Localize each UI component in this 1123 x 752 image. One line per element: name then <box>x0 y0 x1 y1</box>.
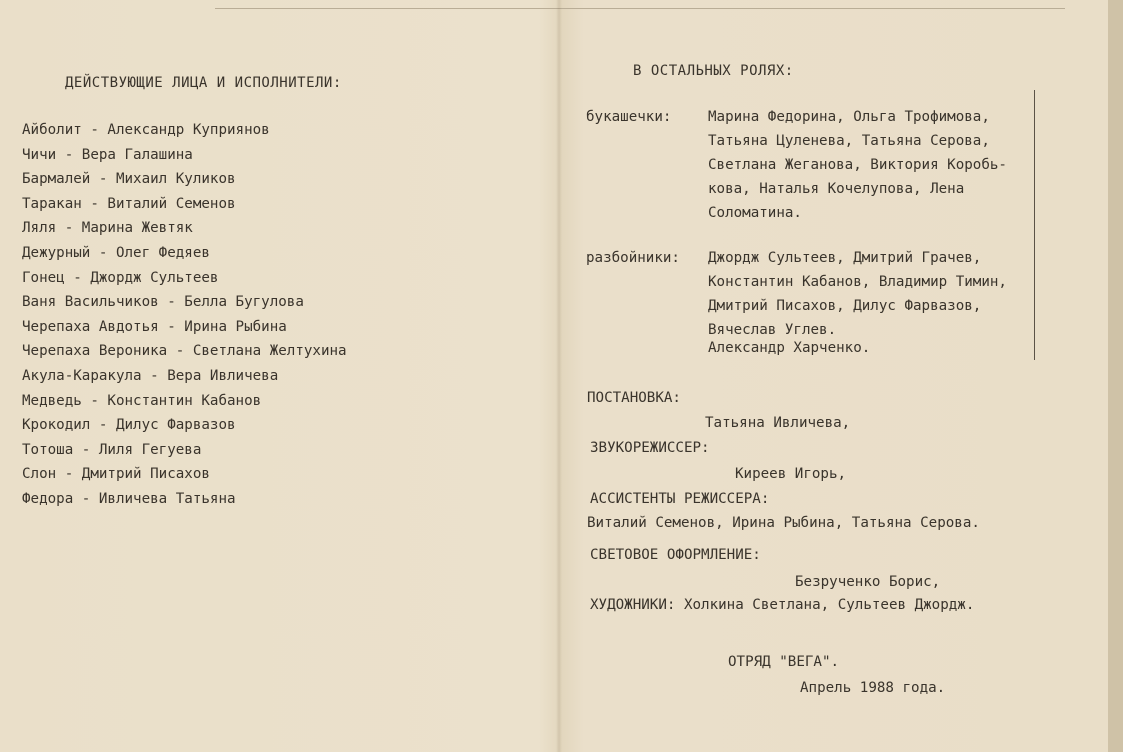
other-roles-heading: В ОСТАЛЬНЫХ РОЛЯХ: <box>633 63 794 79</box>
cast-line: Черепаха Авдотья - Ирина Рыбина <box>22 318 287 335</box>
cast-line: Тотоша - Лиля Гегуева <box>22 441 202 458</box>
page-fold <box>556 0 562 752</box>
cast-line: Крокодил - Дилус Фарвазов <box>22 417 236 434</box>
cast-line: Чичи - Вера Галашина <box>22 146 193 163</box>
robbers-names <box>708 246 1007 360</box>
robbers-line-extra: Александр Харченко. <box>708 340 871 356</box>
sound-name: Киреев Игорь, <box>735 466 847 482</box>
cast-line: Ляля - Марина Жевтяк <box>22 220 193 237</box>
bugs-line: Татьяна Цуленева, Татьяна Серова, <box>708 133 990 149</box>
cast-line: Медведь - Константин Кабанов <box>22 392 262 409</box>
cast-line: Ваня Васильчиков - Белла Бугулова <box>22 294 304 311</box>
assistants-label: АССИСТЕНТЫ РЕЖИССЕРА: <box>590 491 770 507</box>
date-line: Апрель 1988 года. <box>800 680 946 696</box>
cast-heading: ДЕЙСТВУЮЩИЕ ЛИЦА И ИСПОЛНИТЕЛИ: <box>65 75 342 91</box>
bugs-names <box>708 105 1007 225</box>
bugs-label: букашечки: <box>586 109 672 125</box>
cast-line: Дежурный - Олег Федяев <box>22 244 210 261</box>
bugs-line: кова, Наталья Кочелупова, Лена <box>708 181 965 197</box>
sound-label: ЗВУКОРЕЖИССЕР: <box>590 440 710 456</box>
cast-line: Федора - Ивличева Татьяна <box>22 490 236 507</box>
robbers-label: разбойники: <box>586 250 680 266</box>
cast-line: Бармалей - Михаил Куликов <box>22 171 236 188</box>
assistants-names: Виталий Семенов, Ирина Рыбина, Татьяна Серова. <box>587 515 980 531</box>
staging-name: Татьяна Ивличева, <box>705 415 851 431</box>
cast-line: Черепаха Вероника - Светлана Желтухина <box>22 343 347 360</box>
bugs-line: Соломатина. <box>708 205 802 221</box>
artists-line: ХУДОЖНИКИ: Холкина Светлана, Сультеев Джордж. <box>590 597 975 613</box>
robbers-line: Константин Кабанов, Владимир Тимин, <box>708 274 1007 290</box>
troupe-name: ОТРЯД "ВЕГА". <box>728 654 840 670</box>
robbers-line: Дмитрий Писахов, Дилус Фарвазов, <box>708 298 982 314</box>
staging-label: ПОСТАНОВКА: <box>587 390 681 406</box>
lighting-name: Безрученко Борис, <box>795 574 941 590</box>
cast-line: Айболит - Александр Куприянов <box>22 122 270 138</box>
lighting-label: СВЕТОВОЕ ОФОРМЛЕНИЕ: <box>590 547 761 563</box>
bugs-line: Марина Федорина, Ольга Трофимова, <box>708 109 990 125</box>
cast-line: Акула-Каракула - Вера Ивличева <box>22 367 279 384</box>
cast-list <box>22 118 347 512</box>
margin-rule <box>1034 90 1035 360</box>
paper-edge <box>1108 0 1123 752</box>
robbers-line: Джордж Сультеев, Дмитрий Грачев, <box>708 250 982 266</box>
bugs-line: Светлана Жеганова, Виктория Коробь- <box>708 157 1007 173</box>
robbers-line: Вячеслав Углев. <box>708 322 837 338</box>
cast-line: Слон - Дмитрий Писахов <box>22 466 210 483</box>
cast-line: Гонец - Джордж Сультеев <box>22 269 219 286</box>
cast-line: Таракан - Виталий Семенов <box>22 195 236 212</box>
top-edge-line <box>215 8 1065 9</box>
